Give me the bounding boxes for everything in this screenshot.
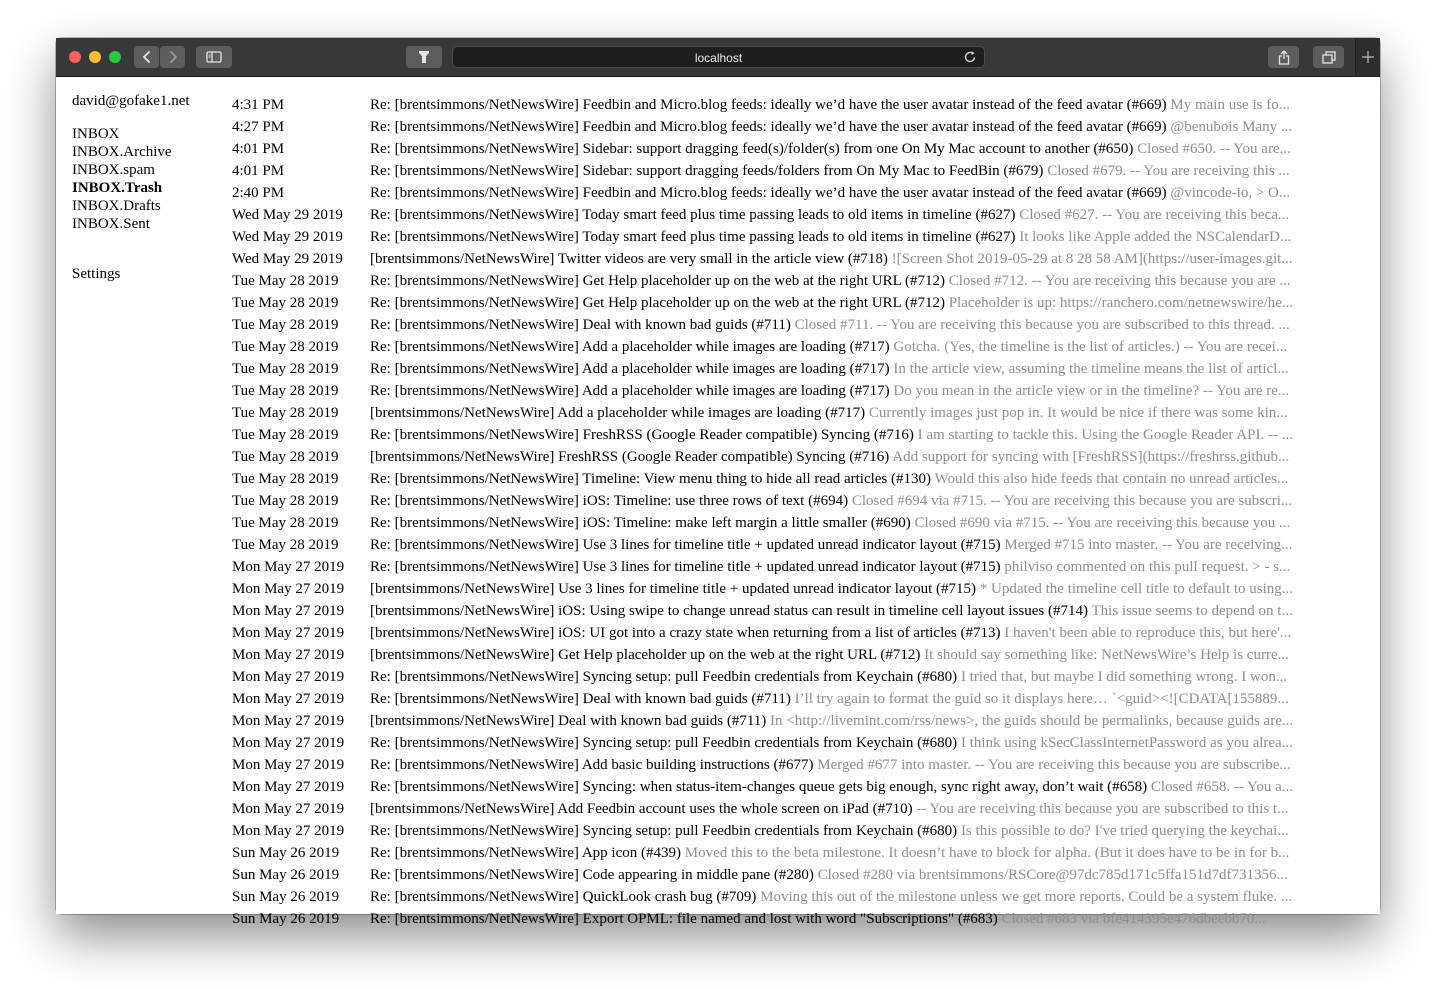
- message-subject: [brentsimmons/NetNewsWire] Use 3 lines for timeline title + updated unread indicator layout (#715): [370, 581, 977, 597]
- message-row[interactable]: [232, 446, 1358, 468]
- message-line: [370, 490, 1358, 512]
- message-row[interactable]: [232, 270, 1358, 292]
- message-preview: @benubois Many ...: [1170, 119, 1293, 135]
- message-line: [370, 116, 1358, 138]
- message-subject: Re: [brentsimmons/NetNewsWire] Syncing setup: pull Feedbin credentials from Keychain (#680): [370, 735, 958, 751]
- message-line: [370, 248, 1358, 270]
- message-subject: Re: [brentsimmons/NetNewsWire] Today smart feed plus time passing leads to old items in timeline (#627): [370, 207, 1016, 223]
- message-preview: It should say something like: NetNewsWire’s Help is curre...: [924, 647, 1289, 663]
- message-line: [370, 556, 1358, 578]
- message-preview: philviso commented on this pull request. > - s...: [1004, 559, 1291, 575]
- forward-button[interactable]: [160, 46, 185, 68]
- message-line: [370, 446, 1358, 468]
- message-preview: Closed #712. -- You are receiving this because you are ...: [948, 273, 1291, 289]
- message-date: Mon May 27 2019: [232, 801, 345, 817]
- message-line: [370, 666, 1358, 688]
- message-preview: Placeholder is up: https://ranchero.com/netnewswire/he...: [948, 295, 1294, 311]
- message-subject: [brentsimmons/NetNewsWire] Add a placeholder while images are loading (#717): [370, 405, 866, 421]
- message-preview: It looks like Apple added the NSCalendarD...: [1019, 229, 1292, 245]
- message-date: Tue May 28 2019: [232, 383, 339, 399]
- url-text: localhost: [694, 51, 743, 65]
- message-date: Tue May 28 2019: [232, 449, 339, 465]
- message-date: Tue May 28 2019: [232, 273, 339, 289]
- message-subject: Re: [brentsimmons/NetNewsWire] Feedbin and Micro.blog feeds: ideally we’d have the user avatar instead of the feed avatar (#669): [370, 185, 1167, 201]
- message-date: 4:27 PM: [232, 119, 285, 135]
- message-line: [370, 138, 1358, 160]
- minimize-window-button[interactable]: [89, 51, 101, 63]
- message-subject: Re: [brentsimmons/NetNewsWire] Sidebar: support dragging feeds/folders from On My Mac to FeedBin (#679): [370, 163, 1044, 179]
- message-date: Wed May 29 2019: [232, 229, 343, 245]
- browser-toolbar: [56, 38, 1380, 77]
- message-preview: Closed #627. -- You are receiving this beca...: [1019, 207, 1290, 223]
- message-preview: ![Screen Shot 2019-05-29 at 8 28 58 AM](https://user-images.git...: [891, 251, 1293, 267]
- message-preview: Merged #715 into master. -- You are receiving...: [1004, 537, 1293, 553]
- new-tab-button[interactable]: [1355, 38, 1380, 76]
- message-line: [370, 182, 1358, 204]
- message-preview: * Updated the timeline cell title to default to using...: [979, 581, 1294, 597]
- message-preview: Currently images just pop in. It would be nice if there was some kin...: [868, 405, 1288, 421]
- message-subject: Re: [brentsimmons/NetNewsWire] Use 3 lines for timeline title + updated unread indicator layout (#715): [370, 537, 1001, 553]
- flashlight-icon: [418, 50, 430, 64]
- address-bar[interactable]: [452, 46, 985, 68]
- message-subject: Re: [brentsimmons/NetNewsWire] Add basic building instructions (#677): [370, 757, 814, 773]
- message-row[interactable]: [232, 820, 1358, 842]
- folder-item[interactable]: INBOX.Archive: [72, 144, 172, 160]
- message-date: Tue May 28 2019: [232, 295, 339, 311]
- message-line: [370, 842, 1358, 864]
- message-line: [370, 644, 1358, 666]
- settings-link[interactable]: Settings: [72, 266, 121, 282]
- message-date: Tue May 28 2019: [232, 471, 339, 487]
- message-preview: I’ll try again to format the guid so it displays here… `<guid><![CDATA[155889...: [794, 691, 1289, 707]
- message-row[interactable]: [232, 358, 1358, 380]
- account-email: david@gofake1.net: [72, 93, 190, 109]
- message-line: [370, 468, 1358, 490]
- message-row[interactable]: [232, 754, 1358, 776]
- tabs-icon: [1322, 51, 1336, 64]
- message-preview: This issue seems to depend on t...: [1091, 603, 1293, 619]
- forward-icon: [168, 50, 178, 64]
- message-row[interactable]: [232, 402, 1358, 424]
- message-row[interactable]: [232, 776, 1358, 798]
- message-line: [370, 908, 1358, 930]
- message-line: [370, 512, 1358, 534]
- message-preview: In <http://livemint.com/rss/news>, the guids should be permalinks, because guids are...: [770, 713, 1294, 729]
- message-preview: Merged #677 into master. -- You are receiving this because you are subscribe...: [817, 757, 1291, 773]
- message-line: [370, 754, 1358, 776]
- message-row[interactable]: [232, 622, 1358, 644]
- message-date: Tue May 28 2019: [232, 317, 339, 333]
- message-preview: Add support for syncing with [FreshRSS](https://freshrss.github...: [892, 449, 1290, 465]
- browser-window: [56, 38, 1380, 927]
- message-preview: My main use is fo...: [1170, 97, 1290, 113]
- message-row[interactable]: [232, 182, 1358, 204]
- message-date: Sun May 26 2019: [232, 867, 340, 883]
- message-date: Wed May 29 2019: [232, 251, 343, 267]
- message-subject: Re: [brentsimmons/NetNewsWire] Feedbin and Micro.blog feeds: ideally we’d have the user avatar instead of the feed avatar (#669): [370, 119, 1167, 135]
- message-subject: Re: [brentsimmons/NetNewsWire] Get Help placeholder up on the web at the right URL (#712): [370, 295, 945, 311]
- page-content: [56, 77, 1380, 927]
- message-subject: Re: [brentsimmons/NetNewsWire] Sidebar: support dragging feed(s)/folder(s) from one On My Mac account to another (#650): [370, 141, 1134, 157]
- message-date: Sun May 26 2019: [232, 845, 340, 861]
- message-row[interactable]: [232, 490, 1358, 512]
- message-row[interactable]: [232, 732, 1358, 754]
- message-date: Mon May 27 2019: [232, 603, 345, 619]
- message-subject: Re: [brentsimmons/NetNewsWire] FreshRSS (Google Reader compatible) Syncing (#716): [370, 427, 914, 443]
- message-subject: Re: [brentsimmons/NetNewsWire] Use 3 lines for timeline title + updated unread indicator layout (#715): [370, 559, 1001, 575]
- message-row[interactable]: [232, 710, 1358, 732]
- message-date: Mon May 27 2019: [232, 581, 345, 597]
- folder-item[interactable]: INBOX.Sent: [72, 216, 150, 232]
- message-preview: Closed #683 via bfe414395e476dbeebb70...: [1001, 911, 1266, 927]
- message-subject: [brentsimmons/NetNewsWire] Deal with known bad guids (#711): [370, 713, 767, 729]
- message-line: [370, 160, 1358, 182]
- message-line: [370, 688, 1358, 710]
- show-tabs-button[interactable]: [1313, 46, 1344, 68]
- message-subject: Re: [brentsimmons/NetNewsWire] Deal with known bad guids (#711): [370, 317, 791, 333]
- message-preview: Closed #711. -- You are receiving this because you are subscribed to this thread. ...: [794, 317, 1290, 333]
- message-line: [370, 622, 1358, 644]
- message-date: Mon May 27 2019: [232, 823, 345, 839]
- share-icon: [1278, 50, 1290, 65]
- message-date: Wed May 29 2019: [232, 207, 343, 223]
- message-date: 2:40 PM: [232, 185, 285, 201]
- message-row[interactable]: [232, 864, 1358, 886]
- message-subject: [brentsimmons/NetNewsWire] Get Help placeholder up on the web at the right URL (#712): [370, 647, 921, 663]
- message-preview: Is this possible to do? I've tried querying the keychai...: [960, 823, 1289, 839]
- message-row[interactable]: [232, 94, 1358, 116]
- message-row[interactable]: [232, 886, 1358, 908]
- folder-item[interactable]: INBOX: [72, 126, 120, 142]
- message-line: [370, 204, 1358, 226]
- message-subject: Re: [brentsimmons/NetNewsWire] Add a placeholder while images are loading (#717): [370, 383, 890, 399]
- message-preview: @vincode-io, > O...: [1170, 185, 1291, 201]
- message-preview: Closed #280 via brentsimmons/RSCore@97dc785d171c5ffa151d7df731356...: [817, 867, 1288, 883]
- message-line: [370, 402, 1358, 424]
- message-row[interactable]: [232, 644, 1358, 666]
- message-line: [370, 94, 1358, 116]
- folder-list: [72, 125, 222, 233]
- message-preview: Closed #658. -- You a...: [1150, 779, 1293, 795]
- message-date: Tue May 28 2019: [232, 493, 339, 509]
- message-line: [370, 270, 1358, 292]
- message-line: [370, 380, 1358, 402]
- message-row[interactable]: [232, 424, 1358, 446]
- message-line: [370, 798, 1358, 820]
- message-date: Tue May 28 2019: [232, 537, 339, 553]
- message-subject: Re: [brentsimmons/NetNewsWire] Feedbin and Micro.blog feeds: ideally we’d have the user avatar instead of the feed avatar (#669): [370, 97, 1167, 113]
- message-row[interactable]: [232, 468, 1358, 490]
- message-preview: Moving this out of the milestone unless we get more reports. Could be a system fluke. ...: [760, 889, 1293, 905]
- message-row[interactable]: [232, 380, 1358, 402]
- message-date: Mon May 27 2019: [232, 779, 345, 795]
- message-subject: Re: [brentsimmons/NetNewsWire] iOS: Timeline: make left margin a little smaller (#690): [370, 515, 911, 531]
- message-date: Mon May 27 2019: [232, 625, 345, 641]
- message-subject: Re: [brentsimmons/NetNewsWire] Deal with known bad guids (#711): [370, 691, 791, 707]
- message-line: [370, 534, 1358, 556]
- message-row[interactable]: [232, 160, 1358, 182]
- message-subject: Re: [brentsimmons/NetNewsWire] Syncing: when status-item-changes queue gets big enough, sync right away, don’t wait (#658): [370, 779, 1148, 795]
- back-icon: [142, 50, 152, 64]
- message-line: [370, 358, 1358, 380]
- message-date: Tue May 28 2019: [232, 515, 339, 531]
- message-line: [370, 886, 1358, 908]
- share-button[interactable]: [1268, 46, 1299, 68]
- message-date: Sun May 26 2019: [232, 911, 340, 927]
- message-list: [232, 94, 1358, 930]
- message-date: Mon May 27 2019: [232, 713, 345, 729]
- message-subject: Re: [brentsimmons/NetNewsWire] Syncing setup: pull Feedbin credentials from Keychain (#680): [370, 823, 958, 839]
- message-row[interactable]: [232, 600, 1358, 622]
- message-preview: Would this also hide feeds that contain no unread articles...: [934, 471, 1289, 487]
- message-subject: Re: [brentsimmons/NetNewsWire] Add a placeholder while images are loading (#717): [370, 339, 890, 355]
- folder-item[interactable]: INBOX.Drafts: [72, 198, 161, 214]
- message-row[interactable]: [232, 116, 1358, 138]
- message-line: [370, 578, 1358, 600]
- message-row[interactable]: [232, 226, 1358, 248]
- message-preview: In the article view, assuming the timeline means the list of articl...: [893, 361, 1289, 377]
- message-date: Sun May 26 2019: [232, 889, 340, 905]
- mail-sidebar: [72, 92, 222, 283]
- message-date: Tue May 28 2019: [232, 405, 339, 421]
- message-row[interactable]: [232, 336, 1358, 358]
- message-date: Mon May 27 2019: [232, 669, 345, 685]
- message-line: [370, 732, 1358, 754]
- message-date: Mon May 27 2019: [232, 757, 345, 773]
- message-subject: Re: [brentsimmons/NetNewsWire] Code appearing in middle pane (#280): [370, 867, 814, 883]
- message-preview: Closed #690 via #715. -- You are receiving this because you ...: [914, 515, 1291, 531]
- message-line: [370, 820, 1358, 842]
- message-subject: [brentsimmons/NetNewsWire] FreshRSS (Google Reader compatible) Syncing (#716): [370, 449, 890, 465]
- flashlight-button[interactable]: [406, 46, 442, 68]
- message-row[interactable]: [232, 908, 1358, 930]
- message-preview: I tried that, but maybe I did something wrong. I won...: [960, 669, 1288, 685]
- message-date: Tue May 28 2019: [232, 427, 339, 443]
- message-subject: [brentsimmons/NetNewsWire] Twitter videos are very small in the article view (#718): [370, 251, 888, 267]
- sidebar-icon: [206, 51, 222, 63]
- folder-item[interactable]: INBOX.spam: [72, 162, 155, 178]
- message-subject: Re: [brentsimmons/NetNewsWire] Today smart feed plus time passing leads to old items in timeline (#627): [370, 229, 1016, 245]
- message-row[interactable]: [232, 534, 1358, 556]
- message-line: [370, 864, 1358, 886]
- message-preview: I am starting to tackle this. Using the Google Reader API. -- ...: [917, 427, 1293, 443]
- message-row[interactable]: [232, 842, 1358, 864]
- folder-item[interactable]: INBOX.Trash: [72, 180, 163, 196]
- message-date: Mon May 27 2019: [232, 559, 345, 575]
- message-subject: [brentsimmons/NetNewsWire] Add Feedbin account uses the whole screen on iPad (#710): [370, 801, 913, 817]
- message-date: 4:01 PM: [232, 141, 285, 157]
- zoom-window-button[interactable]: [109, 51, 121, 63]
- reload-icon[interactable]: [964, 50, 977, 64]
- sidebar-toggle-button[interactable]: [196, 46, 232, 68]
- message-row[interactable]: [232, 512, 1358, 534]
- message-subject: [brentsimmons/NetNewsWire] iOS: Using swipe to change unread status can result in timeline cell layout issues (#714): [370, 603, 1088, 619]
- message-row[interactable]: [232, 688, 1358, 710]
- message-row[interactable]: [232, 556, 1358, 578]
- message-preview: I think using kSecClassInternetPassword as you alrea...: [960, 735, 1293, 751]
- message-subject: [brentsimmons/NetNewsWire] iOS: UI got into a crazy state when returning from a list of articles (#713): [370, 625, 1001, 641]
- message-row[interactable]: [232, 578, 1358, 600]
- message-preview: Gotcha. (Yes, the timeline is the list of articles.) -- You are recei...: [893, 339, 1288, 355]
- message-subject: Re: [brentsimmons/NetNewsWire] Syncing setup: pull Feedbin credentials from Keychain (#680): [370, 669, 958, 685]
- message-subject: Re: [brentsimmons/NetNewsWire] Export OPML: file named and lost with word "Subscriptions" (#683): [370, 911, 998, 927]
- message-line: [370, 600, 1358, 622]
- message-row[interactable]: [232, 798, 1358, 820]
- message-preview: Closed #694 via #715. -- You are receiving this because you are subscri...: [851, 493, 1293, 509]
- message-line: [370, 226, 1358, 248]
- close-window-button[interactable]: [69, 51, 81, 63]
- message-line: [370, 336, 1358, 358]
- message-row[interactable]: [232, 248, 1358, 270]
- message-line: [370, 292, 1358, 314]
- message-subject: Re: [brentsimmons/NetNewsWire] Timeline: View menu thing to hide all read articles (#130): [370, 471, 932, 487]
- plus-icon: [1362, 51, 1374, 63]
- message-date: 4:31 PM: [232, 97, 285, 113]
- message-preview: Moved this to the beta milestone. It doesn’t have to block for alpha. (But it does have to be in for b...: [684, 845, 1290, 861]
- message-preview: Do you mean in the article view or in the timeline? -- You are re...: [893, 383, 1290, 399]
- message-subject: Re: [brentsimmons/NetNewsWire] QuickLook crash bug (#709): [370, 889, 757, 905]
- message-row[interactable]: [232, 666, 1358, 688]
- message-date: 4:01 PM: [232, 163, 285, 179]
- message-date: Tue May 28 2019: [232, 339, 339, 355]
- message-preview: Closed #650. -- You are...: [1137, 141, 1291, 157]
- message-row[interactable]: [232, 292, 1358, 314]
- message-date: Mon May 27 2019: [232, 691, 345, 707]
- message-preview: -- You are receiving this because you are subscribed to this t...: [916, 801, 1289, 817]
- message-date: Mon May 27 2019: [232, 735, 345, 751]
- message-date: Tue May 28 2019: [232, 361, 339, 377]
- back-button[interactable]: [134, 46, 159, 68]
- message-row[interactable]: [232, 314, 1358, 336]
- message-preview: Closed #679. -- You are receiving this ...: [1047, 163, 1290, 179]
- message-row[interactable]: [232, 138, 1358, 160]
- message-row[interactable]: [232, 204, 1358, 226]
- message-subject: Re: [brentsimmons/NetNewsWire] Get Help placeholder up on the web at the right URL (#712): [370, 273, 945, 289]
- message-subject: Re: [brentsimmons/NetNewsWire] Add a placeholder while images are loading (#717): [370, 361, 890, 377]
- message-line: [370, 424, 1358, 446]
- message-subject: Re: [brentsimmons/NetNewsWire] iOS: Timeline: use three rows of text (#694): [370, 493, 849, 509]
- message-line: [370, 710, 1358, 732]
- message-subject: Re: [brentsimmons/NetNewsWire] App icon (#439): [370, 845, 682, 861]
- message-preview: I haven't been able to reproduce this, but here'...: [1004, 625, 1292, 641]
- message-date: Mon May 27 2019: [232, 647, 345, 663]
- message-line: [370, 314, 1358, 336]
- message-line: [370, 776, 1358, 798]
